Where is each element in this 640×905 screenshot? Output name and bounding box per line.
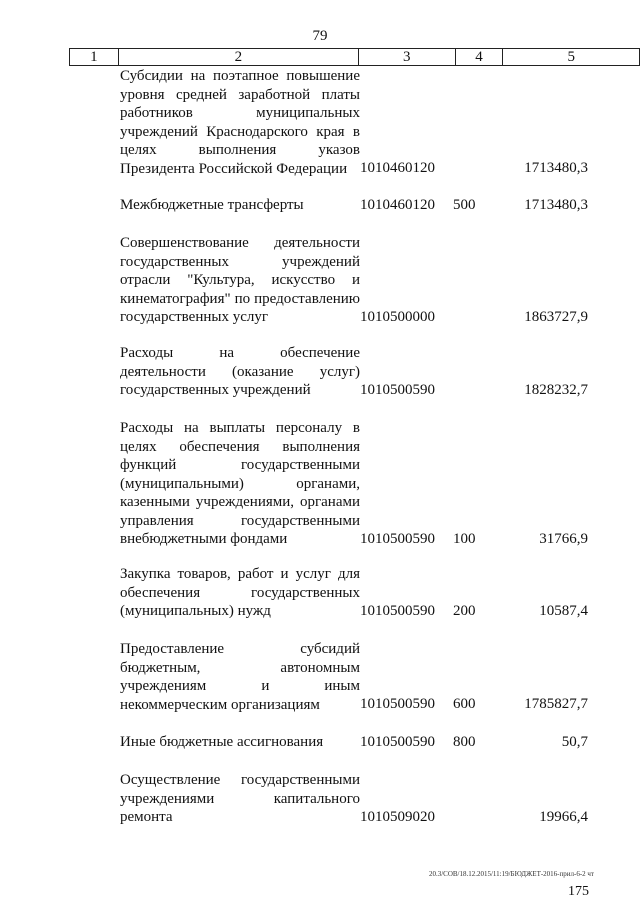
column-header-5: 5 (503, 49, 640, 66)
row-code: 1010460120 (360, 197, 435, 213)
row-code: 1010500590 (360, 734, 435, 750)
row-code: 1010500590 (360, 531, 435, 547)
row-name: Иные бюджетные ассигнования (120, 734, 324, 750)
row-amount: 10587,4 (539, 603, 588, 619)
row-code: 1010500590 (360, 382, 435, 398)
row-vr: 500 (453, 197, 476, 213)
row-name: Расходы на выплаты персоналу в целях обеспечения выполнения функций государственными (муниципальными) органами, казенными учреждениями, органами управления государственными внебюджетными фондами (120, 420, 360, 547)
row-vr: 200 (453, 603, 476, 619)
row-amount: 1713480,3 (524, 197, 588, 213)
row-amount: 1828232,7 (524, 382, 588, 398)
column-header-2: 2 (118, 49, 358, 66)
row-code: 1010460120 (360, 160, 435, 176)
row-amount: 1863727,9 (524, 309, 588, 325)
sheet-number: 175 (568, 884, 589, 899)
row-code: 1010500000 (360, 309, 435, 325)
row-code: 1010500590 (360, 696, 435, 712)
column-header-4: 4 (455, 49, 503, 66)
row-name: Расходы на обеспечение деятельности (оказание услуг) государственных учреждений (120, 345, 360, 398)
row-amount: 1785827,7 (524, 696, 588, 712)
column-header-table (69, 48, 640, 66)
row-name: Осуществление государственными учреждениями капитального ремонта (120, 772, 360, 825)
column-header-1: 1 (70, 49, 119, 66)
row-name: Закупка товаров, работ и услуг для обеспечения государственных (муниципальных) нужд (120, 566, 360, 619)
column-header-3: 3 (358, 49, 455, 66)
row-code: 1010509020 (360, 809, 435, 825)
row-vr: 100 (453, 531, 476, 547)
row-amount: 19966,4 (539, 809, 588, 825)
row-code: 1010500590 (360, 603, 435, 619)
row-name: Предоставление субсидий бюджетным, автономным учреждениям и иным некоммерческим организациям (120, 641, 360, 713)
row-name: Субсидии на поэтапное повышение уровня средней заработной платы работников муниципальных учреждений Краснодарского края в целях выполнения указов Президента Российской Федерации (120, 68, 360, 177)
row-amount: 50,7 (561, 734, 588, 750)
row-vr: 800 (453, 734, 476, 750)
row-name: Межбюджетные трансферты (120, 197, 304, 213)
row-amount: 1713480,3 (524, 160, 588, 176)
document-stamp: 20.3/СОВ/18.12.2015/11:19/БЮДЖЕТ-2016-прил-6-2 чт (428, 870, 594, 878)
row-amount: 31766,9 (539, 531, 588, 547)
page-number: 79 (312, 28, 328, 44)
row-vr: 600 (453, 696, 476, 712)
row-name: Совершенствование деятельности государственных учреждений отрасли "Культура, искусство и кинематография" по предоставлению государственных услуг (120, 235, 360, 325)
